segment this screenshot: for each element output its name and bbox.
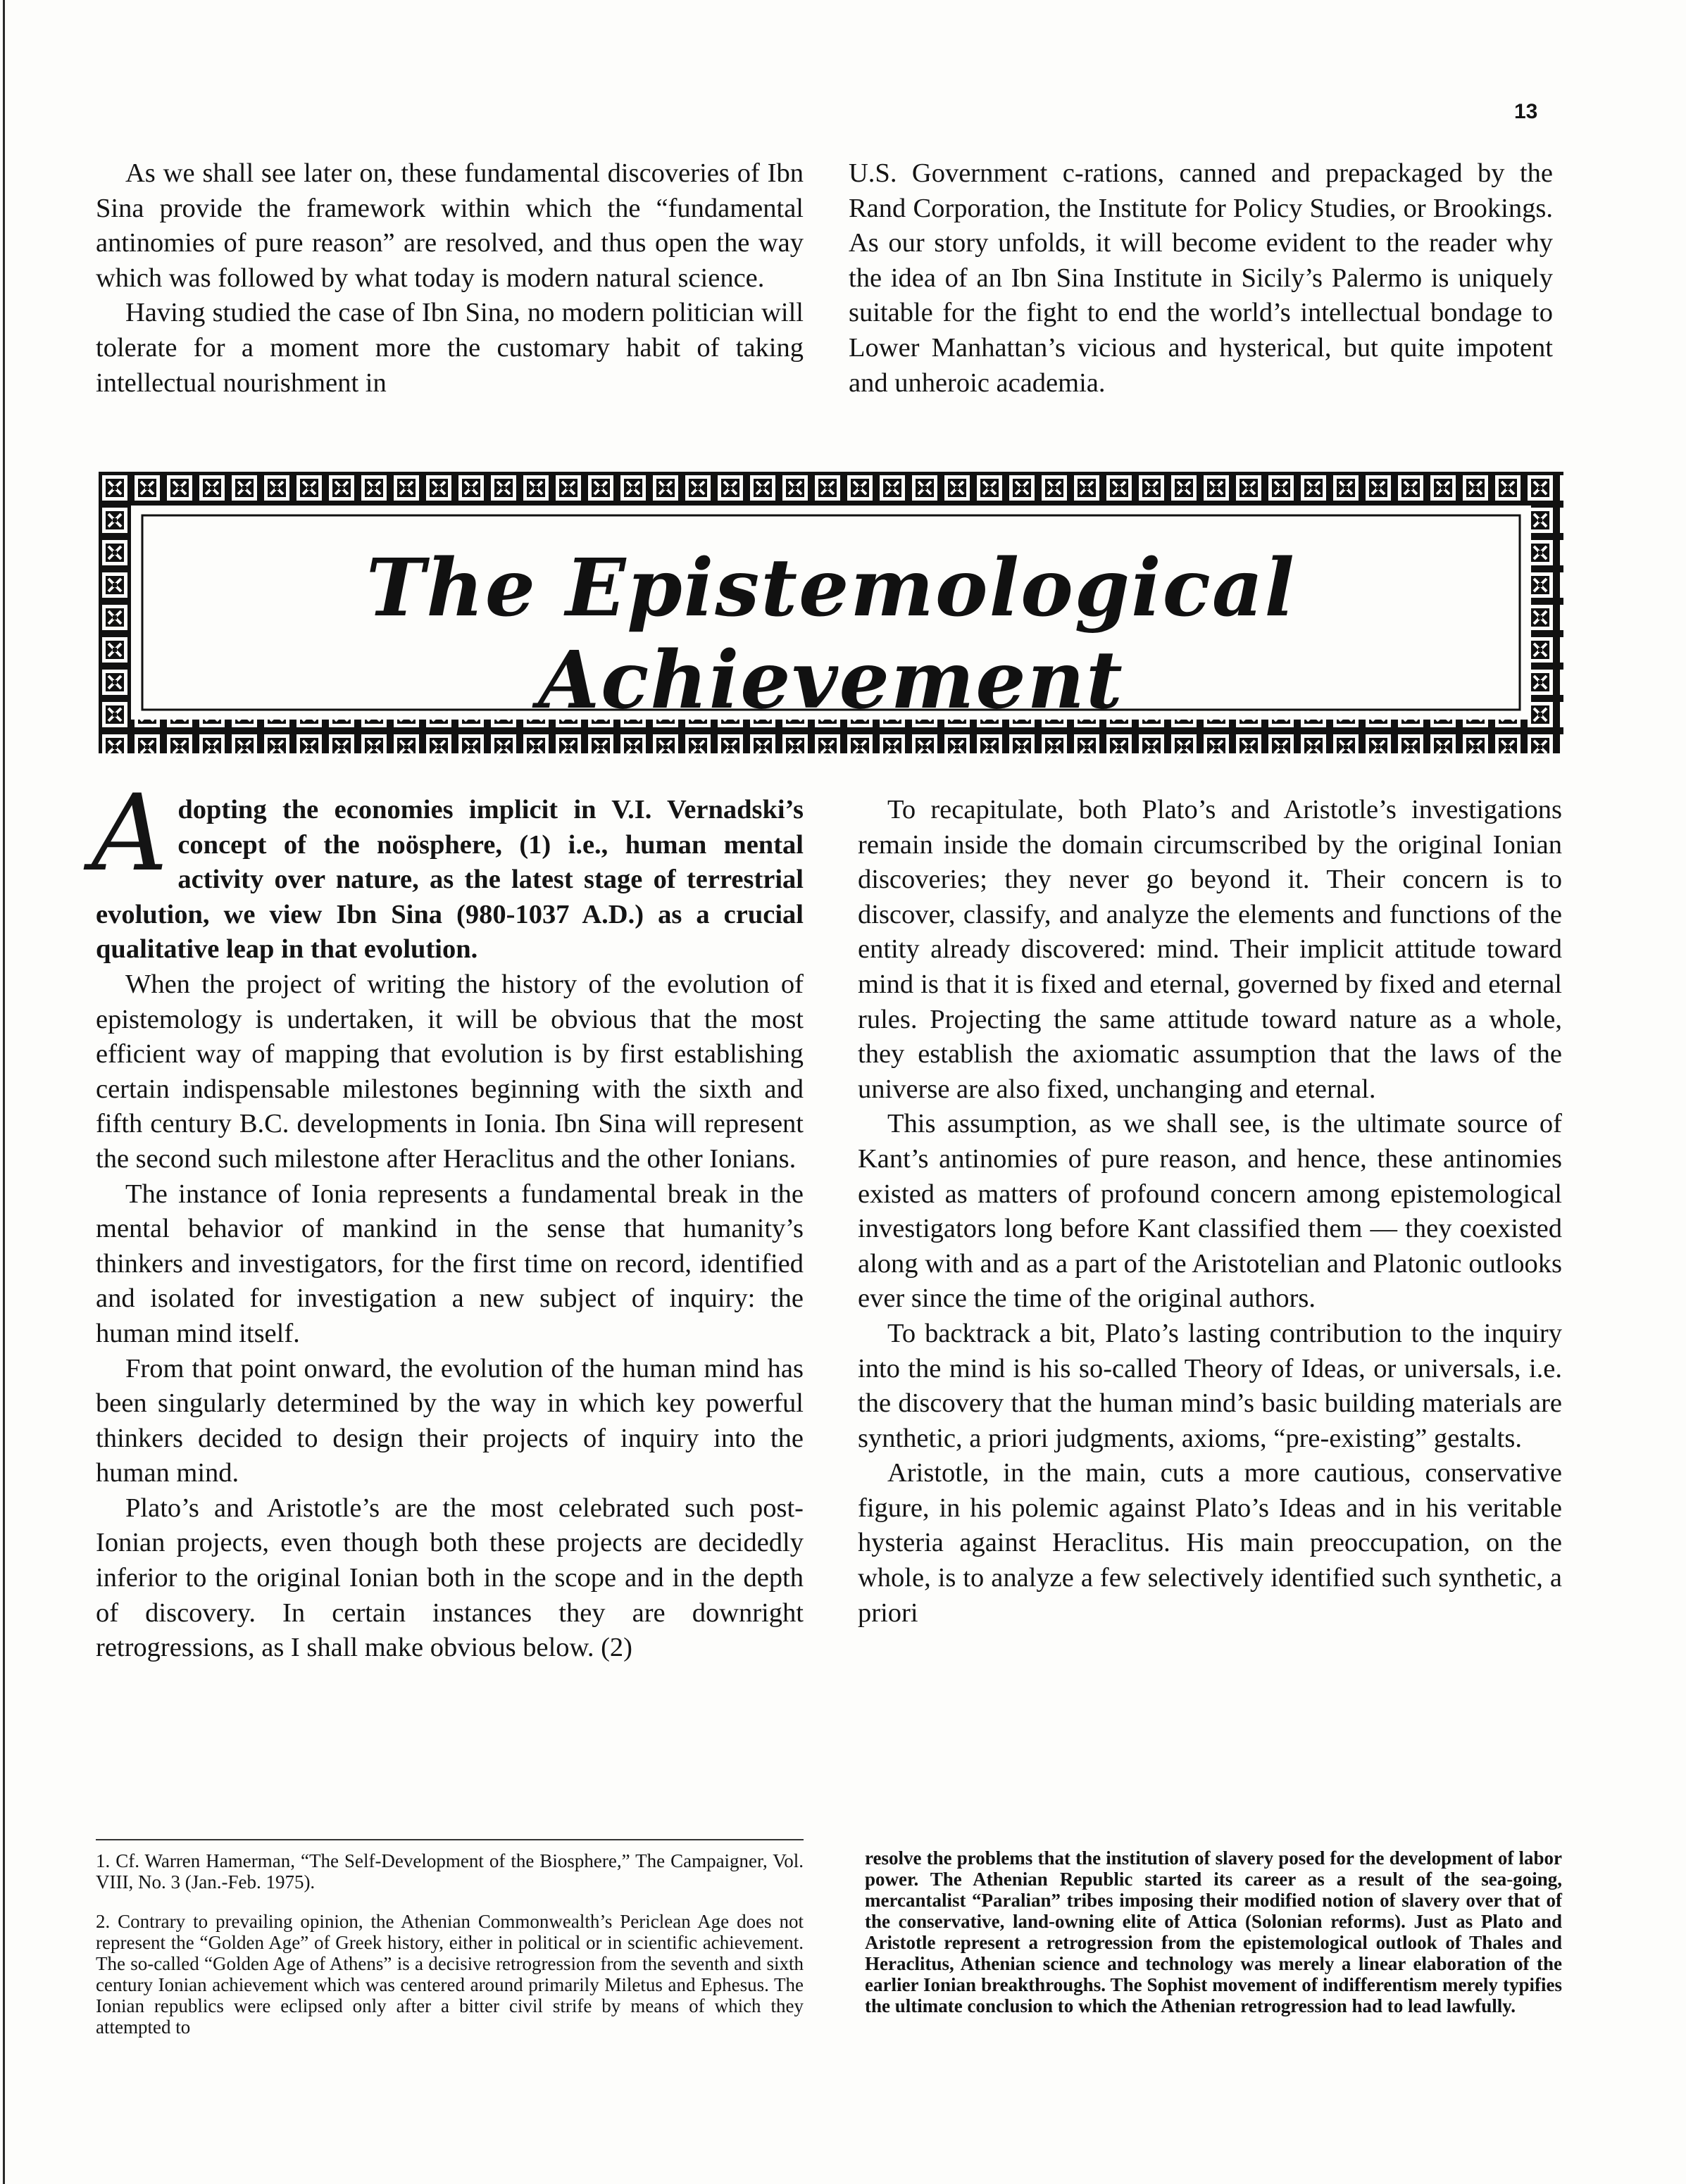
scan-edge-rule [3,0,5,2184]
intro-paragraph-1: As we shall see later on, these fundamental discoveries of Ibn Sina provide the framework within which the “fundamental antinomies of pure reason” are resolved, and thus open the way which was followed by what today is modern natural science. [96,158,804,293]
body-paragraph: When the project of writing the history of the evolution of epistemology is undertaken, it will be obvious that the most efficient way of mapping that evolution is by first establishing certain indispensable milestones beginning with the sixth and fifth century B.C. developments in Ionia. Ibn Sina will represent the second such milestone after Heraclitus and the other Ionians. [96,969,804,1174]
footnote-2-continued: resolve the problems that the institution of slavery posed for the development of labor power. The Athenian Republic started its career as a result of the sea-going, mercantalist “Paralian” tribes imposing their modified notion of slavery over that of the conservative, land-owning elite of Attica (Solonian reforms). Just as Plato and Aristotle represent a retrogression from the epistemological outlook of Thales and Heraclitus, Athenian science and technology was merely a linear elaboration of the earlier Ionian breakthroughs. The Sophist movement of indifferentism merely typifies the ultimate conclusion to which the Athenian retrogression had to lead lawfully. [865,1847,1562,2016]
intro-paragraph-continued: U.S. Government c-rations, canned and prepackaged by the Rand Corporation, the Institute for Policy Studies, or Brookings. As our story unfolds, it will become evident to the reader why the idea of an Ibn Sina Institute in Sicily’s Palermo is uniquely suitable for the fight to end the world’s intellectual bondage to Lower Manhattan’s vicious and hysterical, but quite impotent and unheroic academia. [849,158,1553,398]
section-title: The Epistemological Achievement [366,542,1296,727]
body-paragraph: Aristotle, in the main, cuts a more cautious, conservative figure, in his polemic against Plato’s Ideas and in his veritable hysteria against Heraclitus. His main preoccupation, on the whole, is to analyze a few selectively identified such synthetic, a priori [858,1458,1562,1628]
footnotes-right [865,1847,1562,2035]
footnotes-left [96,1850,804,2056]
body-paragraph: This assumption, as we shall see, is the ultimate source of Kant’s antinomies of pure reason, and hence, these antinomies existed as matters of profound concern among epistemological investigators long before Kant classified them — they coexisted along with and as a part of the Aristotelian and Platonic outlooks ever since the time of the original authors. [858,1109,1562,1314]
drop-cap: A [92,772,168,895]
lead-paragraph [92,772,804,967]
body-left-column [92,772,804,1666]
intro-right-column [849,156,1553,401]
intro-left-column [96,156,804,401]
body-paragraph: Plato’s and Aristotle’s are the most celebrated such post-Ionian projects, even though both these projects are decidedly inferior to the original Ionian both in the scope and in the depth of discovery. In certain instances they are downright retrogressions, as I shall make obvious below. (2) [96,1493,804,1663]
intro-paragraph-2: Having studied the case of Ibn Sina, no modern politician will tolerate for a moment more the customary habit of taking intellectual nourishment in [96,298,804,398]
body-paragraph: From that point onward, the evolution of the human mind has been singularly determined by the way in which key powerful thinkers decided to design their projects of inquiry into the human mind. [96,1353,804,1488]
section-title-banner [99,472,1563,753]
body-paragraph: To recapitulate, both Plato’s and Aristotle’s investigations remain inside the domain circumscribed by the original Ionian discoveries; they never go beyond it. Their concern is to discover, classify, and analyze the elements and functions of the entity already discovered: mind. Their implicit attitude toward mind is that it is fixed and eternal, governed by fixed and eternal rules. Projecting the same attitude toward nature as a whole, they establish the axiomatic assumption that the laws of the universe are also fixed, unchanging and eternal. [858,795,1562,1104]
page-number: 13 [1514,100,1538,123]
body-paragraph: The instance of Ionia represents a fundamental break in the mental behavior of mankind in the sense that humanity’s thinkers and investigators, for the first time on record, identified and isolated for investigation a new subject of inquiry: the human mind itself. [96,1179,804,1348]
footnote-1: 1. Cf. Warren Hamerman, “The Self-Development of the Biosphere,” The Campaigner, Vol. VIII, No. 3 (Jan.-Feb. 1975). [96,1850,804,1893]
footnote-2: 2. Contrary to prevailing opinion, the Athenian Commonwealth’s Periclean Age does not represent the “Golden Age” of Greek history, either in political or in scientific achievement. The so-called “Golden Age of Athens” is a decisive retrogression from the seventh and sixth century Ionian achievement which was centered around primarily Miletus and Ephesus. The Ionian republics were eclipsed only after a bitter civil strife by means of which they attempted to [96,1911,804,2038]
footnote-divider [96,1839,804,1840]
body-right-column [858,793,1562,1631]
body-paragraph: To backtrack a bit, Plato’s lasting contribution to the inquiry into the mind is his so-called Theory of Ideas, or universals, i.e. the discovery that the human mind’s basic building materials are synthetic, a priori judgments, axioms, “pre-existing” gestalts. [858,1318,1562,1453]
lead-text: dopting the economies implicit in V.I. Vernadski’s concept of the noösphere, (1) i.e., human mental activity over nature, as the latest stage of terrestrial evolution, we view Ibn Sina (980-1037 A.D.) as a crucial qualitative leap in that evolution. [96,795,804,965]
